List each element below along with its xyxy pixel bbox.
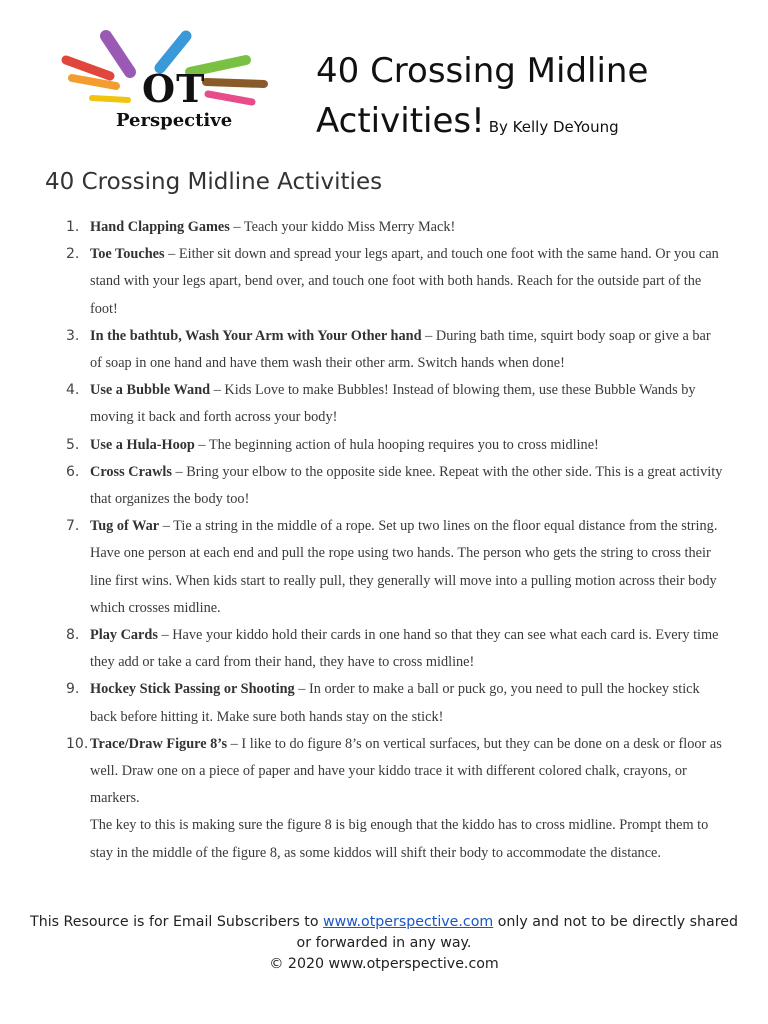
item-name: Toe Touches	[90, 246, 165, 263]
footer	[30, 912, 738, 975]
logo-ray-brown	[206, 82, 264, 84]
item-name: Cross Crawls	[90, 463, 172, 480]
item-description: – Have your kiddo hold their cards in one hand so that they can see what each card is. Every time they add or take a card from their hand, they have to cross midline!	[90, 627, 719, 671]
item-name: Use a Hula-Hoop	[90, 436, 195, 453]
item-description: – In order to make a ball or puck go, you need to pull the hockey stick back before hitting it. Make sure both hands stay on the stick!	[90, 681, 700, 725]
item-description: – During bath time, squirt body soap or give a bar of soap in one hand and have them wash their other arm. Switch hands when done!	[90, 327, 711, 372]
list-item	[66, 377, 726, 431]
list-item	[66, 323, 726, 377]
title-line-2: Activities!	[316, 101, 485, 141]
footer-prefix: This Resource is for Email Subscribers to	[30, 914, 324, 930]
item-description: – The beginning action of hula hooping requires you to cross midline!	[194, 436, 599, 453]
item-number: 1.	[66, 219, 80, 235]
item-name: Use a Bubble Wand	[90, 382, 211, 399]
list-item	[66, 676, 726, 730]
list-item	[66, 731, 726, 867]
logo	[58, 26, 273, 138]
title-byline: By Kelly DeYoung	[488, 118, 619, 136]
item-description: – I like to do figure 8’s on vertical surfaces, but they can be done on a desk or floor as well. Draw one on a piece of paper and have your kiddo trace it with different colored chalk, crayons, or markers.	[90, 735, 722, 807]
list-item	[66, 241, 726, 323]
item-name: Play Cards	[90, 627, 158, 644]
item-number: 6.	[66, 463, 80, 480]
list-item	[66, 513, 726, 622]
item-description: – Teach your kiddo Miss Merry Mack!	[229, 219, 456, 235]
item-name: Hand Clapping Games	[90, 219, 230, 235]
list-item	[66, 214, 726, 241]
website-link[interactable]: www.otperspective.com	[323, 914, 494, 930]
item-description: – Kids Love to make Bubbles! Instead of blowing them, use these Bubble Wands by moving it back and forth across your body!	[90, 382, 696, 426]
logo-ray-pink	[208, 94, 252, 102]
item-name: Tug of War	[90, 518, 160, 535]
list-item	[66, 459, 726, 513]
item-number: 2.	[66, 246, 80, 263]
item-name: Hockey Stick Passing or Shooting	[90, 681, 295, 698]
list-item	[66, 622, 726, 676]
item-number: 3.	[66, 327, 80, 344]
title-line-1: 40 Crossing Midline	[316, 51, 649, 91]
logo-ray-blue	[160, 36, 186, 68]
item-number: 8.	[66, 627, 80, 644]
item-number: 9.	[66, 681, 80, 698]
item-name: Trace/Draw Figure 8’s	[90, 735, 228, 752]
item-name: In the bathtub, Wash Your Arm with Your Other hand	[90, 327, 422, 344]
logo-ray-purple	[106, 36, 130, 72]
logo-ray-yellow	[92, 98, 128, 100]
item-extra-paragraph: The key to this is making sure the figure 8 is big enough that the kiddo has to cross midline. Prompt them to stay in the middle of the figure 8, as some kiddos will shift their body to accommodate the distance.	[90, 817, 709, 861]
item-description: – Tie a string in the middle of a rope. Set up two lines on the floor equal distance from the string. Have one person at each end and pull the rope using two hands. The person who gets the string to cross their line first wins. When kids start to really pull, they generally will move into a pulling motion across their body which crosses midline.	[90, 518, 718, 616]
footer-notice	[30, 912, 738, 954]
logo-ray-red	[66, 60, 110, 76]
page-title	[316, 46, 648, 152]
item-description: – Either sit down and spread your legs apart, and touch one foot with the same hand. Or you can stand with your legs apart, bend over, and touch one foot with both hands. Reach for the outside part of the foot!	[90, 246, 719, 317]
logo-perspective-text: Perspective	[116, 110, 233, 131]
footer-suffix: only and not to be directly shared or forwarded in any way.	[296, 914, 738, 951]
logo-ot-text: OT	[142, 66, 206, 111]
footer-copyright: © 2020 www.otperspective.com	[269, 956, 499, 972]
item-number: 4.	[66, 382, 80, 399]
item-number: 7.	[66, 518, 80, 535]
item-description: – Bring your elbow to the opposite side knee. Repeat with the other side. This is a great activity that organizes the body too!	[90, 463, 723, 508]
list-item	[66, 432, 726, 459]
section-heading: 40 Crossing Midline Activities	[45, 169, 383, 195]
item-number: 10.	[66, 735, 89, 752]
item-number: 5.	[66, 436, 80, 453]
activity-list	[66, 214, 726, 867]
